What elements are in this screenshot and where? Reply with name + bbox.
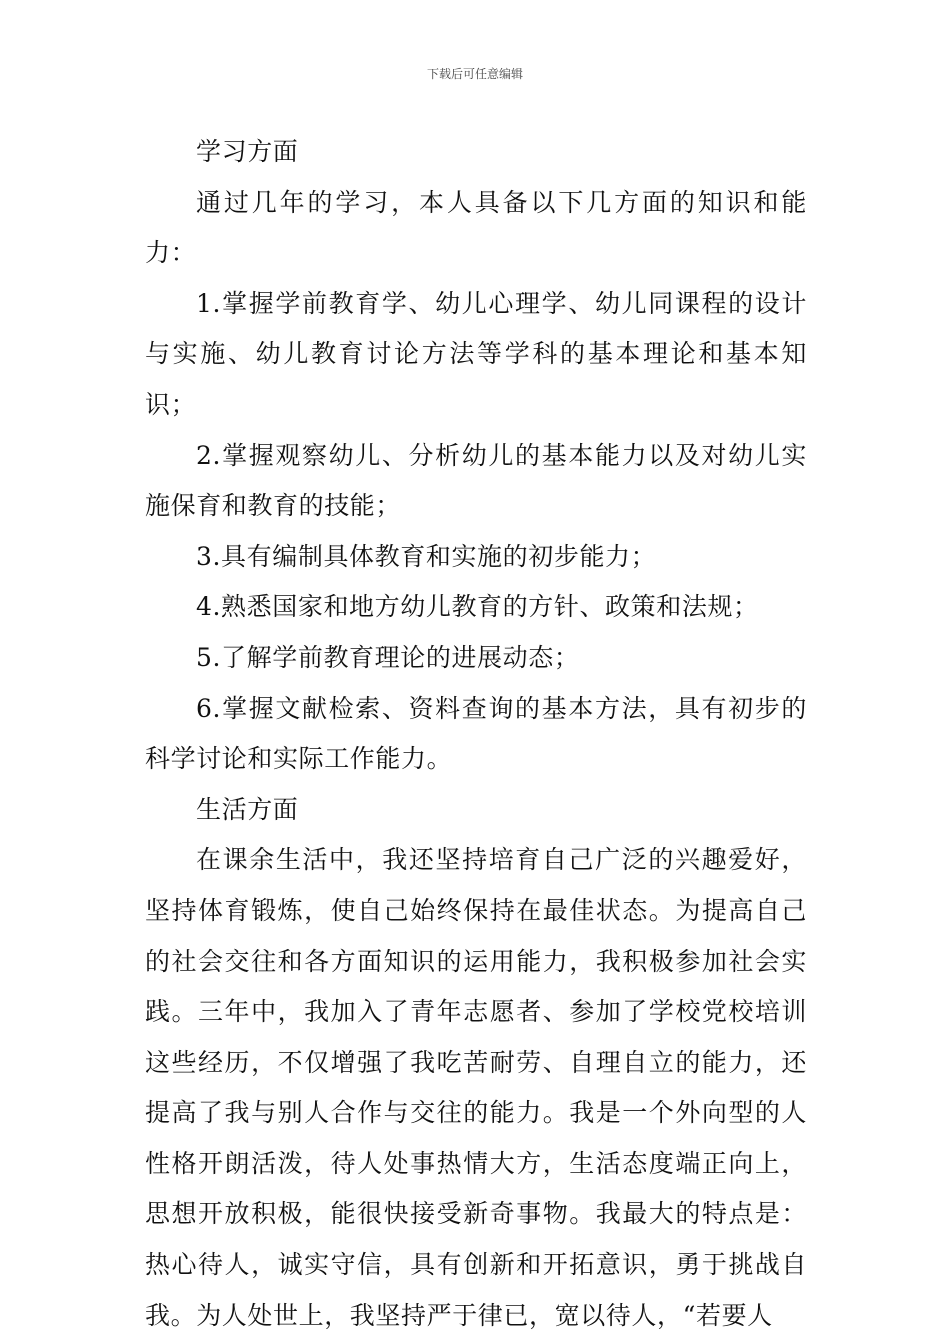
study-item-3: 3.具有编制具体教育和实施的初步能力； [196,541,657,571]
study-item-2: 2.掌握观察幼儿、分析幼儿的基本能力以及对幼儿实施保育和教育的技能； [145,440,807,521]
section-title-study: 学习方面 [196,137,299,166]
study-intro-paragraph: 通过几年的学习，本人具备以下几方面的知识和能力： [145,187,807,268]
life-paragraph: 在课余生活中，我还坚持培育自己广泛的兴趣爱好，坚持体育锻炼，使自己始终保持在最佳状态。为提高自己的社会交往和各方面知识的运用能力，我积极参加社会实践。三年中，我加入了青年志愿者、参加了学校党校培训这些经历，不仅增强了我吃苦耐劳、自理自立的能力，还提高了我与别人合作与交往的能力。我是一个外向型的人性格开朗活泼，待人处事热情大方，生活态度端正向上，思想开放积极，能很快接受新奇事物。我最大的特点是：热心待人，诚实守信，具有创新和开拓意识，勇于挑战自我。为人处世上，我坚持严于律已，宽以待人，“若要人 [145,845,807,1330]
page-header: 下载后可任意编辑 [426,67,523,81]
study-item-1: 1.掌握学前教育学、幼儿心理学、幼儿同课程的设计与实施、幼儿教育讨论方法等学科的基本理论和基本知识； [145,288,807,419]
document-body [145,127,807,1341]
study-item-5: 5.了解学前教育理论的进展动态； [196,642,580,672]
study-item-6: 6.掌握文献检索、资料查询的基本方法，具有初步的科学讨论和实际工作能力。 [145,693,807,774]
study-item-4: 4.熟悉国家和地方幼儿教育的方针、政策和法规； [196,592,759,622]
section-title-life: 生活方面 [196,794,299,824]
